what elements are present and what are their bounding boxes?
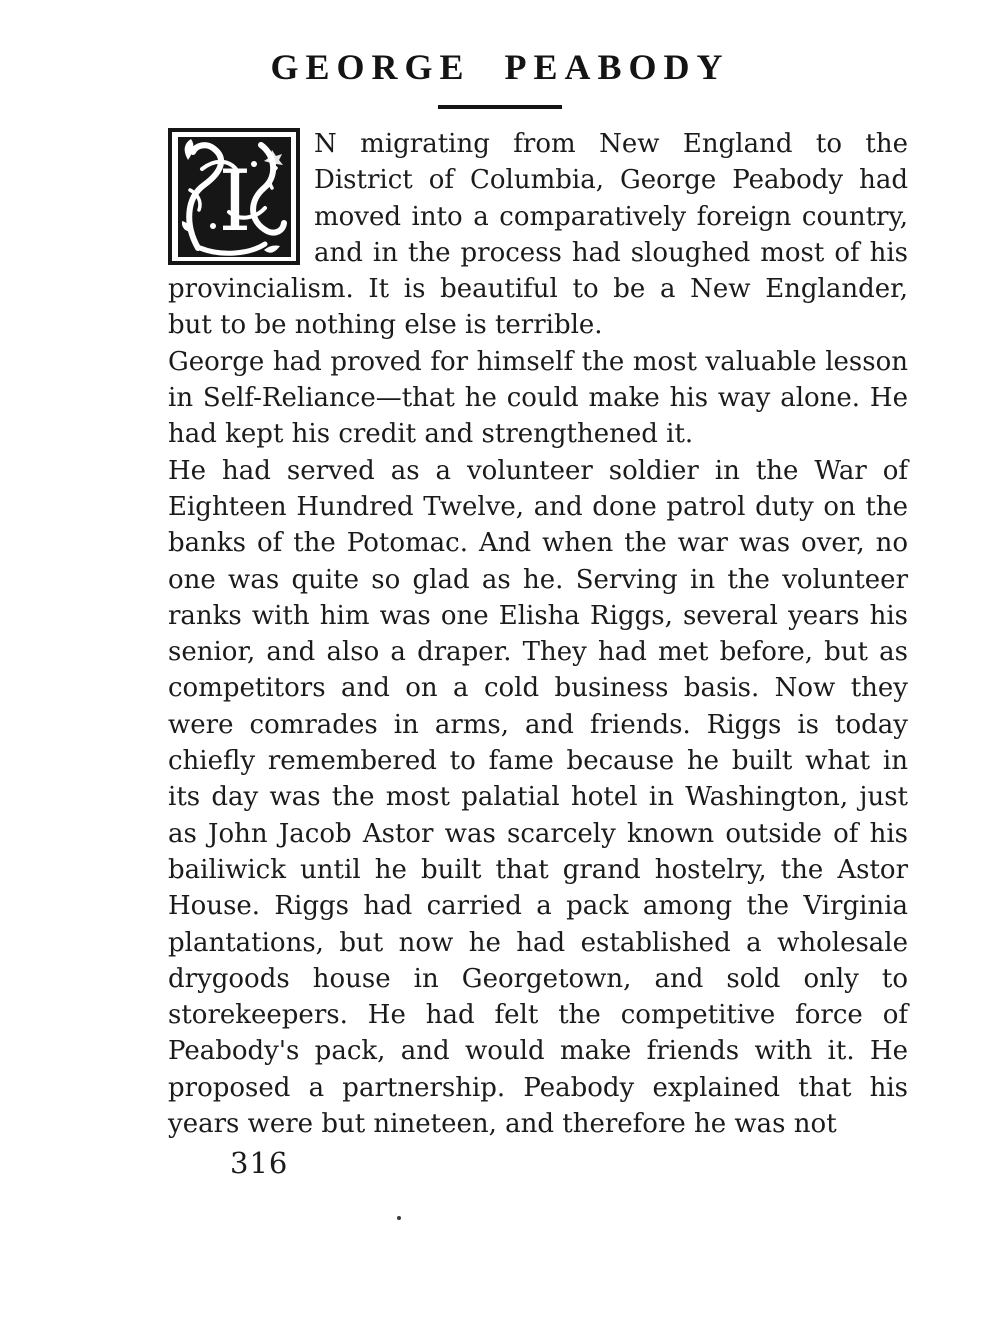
svg-text:I: I (218, 152, 252, 250)
article-body (168, 126, 908, 1142)
title-divider-rule (438, 105, 562, 109)
scan-speck (397, 1216, 401, 1220)
page-title: GEORGE PEABODY (270, 47, 730, 87)
paragraph-text: N migrating from New England to the District of Columbia, George Peabody had moved into a comparatively foreign country, and in the process had sloughed most of his provincialism. It is beautiful to be a New Englander, but to be nothing else is terrible. (168, 129, 908, 341)
paragraph-opening (168, 126, 908, 344)
page-number: 316 (230, 1146, 289, 1181)
ornate-drop-cap-initial-icon (168, 128, 300, 265)
paragraph: He had served as a volunteer soldier in the War of Eighteen Hundred Twelve, and done patrol duty on the banks of the Potomac. And when the war was over, no one was quite so glad as he. Serving in the volunteer ranks with him was one Elisha Riggs, several years his senior, and also a draper. They had met before, but as competitors and on a cold business basis. Now they were comrades in arms, and friends. Riggs is today chiefly remembered to fame because he built what in its day was the most palatial hotel in Washington, just as John Jacob Astor was scarcely known outside of his bailiwick until he built that grand hostelry, the Astor House. Riggs had carried a pack among the Virginia plantations, but now he had established a wholesale drygoods house in Georgetown, and sold only to storekeepers. He had felt the competitive force of Peabody's pack, and would make friends with it. He proposed a partnership. Peabody explained that his years were but nineteen, and therefore he was not (168, 455, 908, 1140)
paragraph: George had proved for himself the most valuable lesson in Self-Reliance—that he could make his way alone. He had kept his credit and strengthened it. (168, 346, 908, 450)
